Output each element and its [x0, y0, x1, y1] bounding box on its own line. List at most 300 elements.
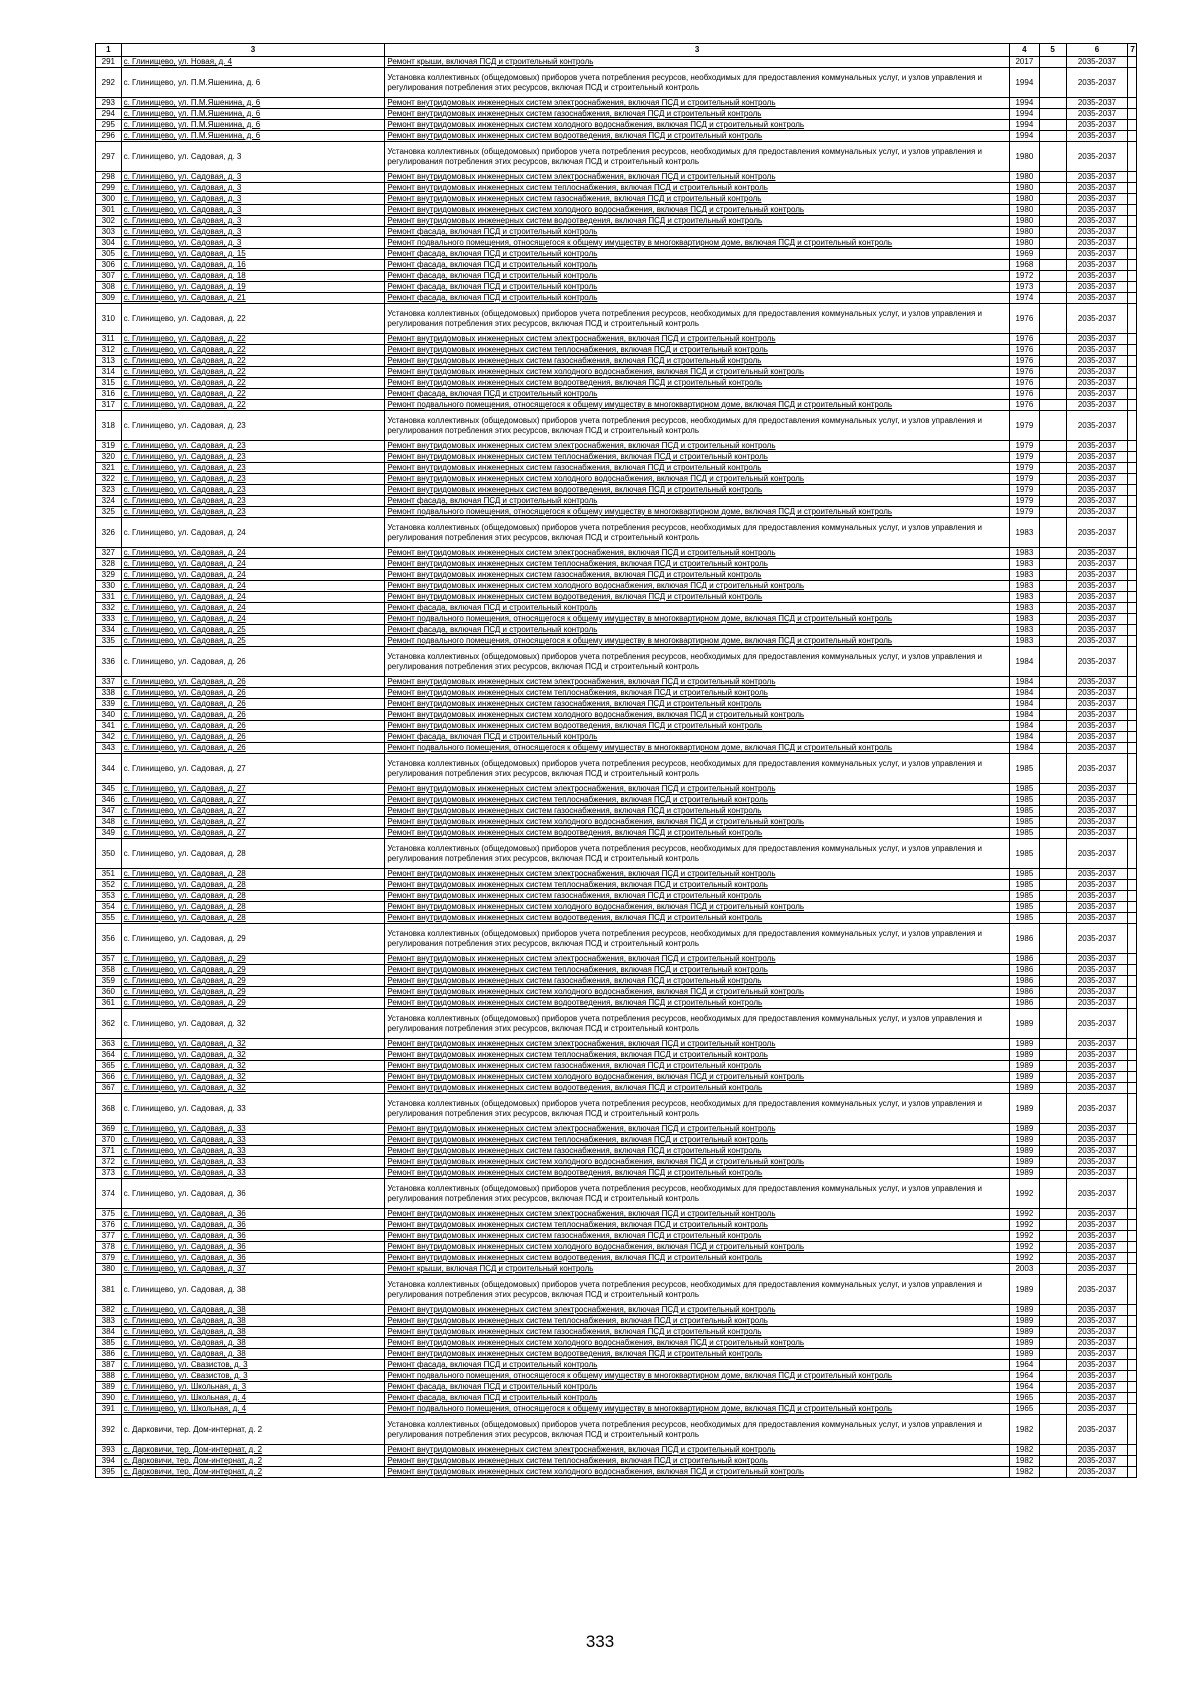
column-7-cell: [1128, 806, 1137, 817]
row-number: 350: [96, 839, 122, 869]
year-cell: 1979: [1009, 441, 1039, 452]
work-description-cell: Ремонт внутридомовых инженерных систем холодного водоснабжения, включая ПСД и строительный контроль: [385, 474, 1010, 485]
year-cell: 1989: [1009, 1094, 1039, 1124]
row-number: 338: [96, 688, 122, 699]
table-row: [96, 987, 1137, 998]
period-cell: 2035-2037: [1066, 345, 1128, 356]
capital-repair-table: [95, 43, 1137, 1478]
work-description-cell: Ремонт внутридомовых инженерных систем холодного водоснабжения, включая ПСД и строительный контроль: [385, 1157, 1010, 1168]
column-7-cell: [1128, 1061, 1137, 1072]
address-cell: с. Глинищево, ул. Садовая, д. 3: [121, 205, 385, 216]
work-description-cell: Ремонт внутридомовых инженерных систем газоснабжения, включая ПСД и строительный контроль: [385, 1231, 1010, 1242]
address-cell: с. Глинищево, ул. П.М.Яшенина, д. 6: [121, 98, 385, 109]
column-5-cell: [1039, 441, 1066, 452]
column-7-cell: [1128, 1050, 1137, 1061]
address-cell: с. Глинищево, ул. Садовая, д. 38: [121, 1327, 385, 1338]
period-cell: 2035-2037: [1066, 238, 1128, 249]
year-cell: 1980: [1009, 205, 1039, 216]
table-row: [96, 902, 1137, 913]
address-cell: с. Глинищево, ул. Садовая, д. 33: [121, 1124, 385, 1135]
table-row: [96, 603, 1137, 614]
column-7-cell: [1128, 581, 1137, 592]
column-number-header: [96, 44, 1137, 57]
year-cell: 1994: [1009, 120, 1039, 131]
row-number: 382: [96, 1305, 122, 1316]
column-7-cell: [1128, 249, 1137, 260]
table-row: [96, 1415, 1137, 1445]
row-number: 323: [96, 485, 122, 496]
column-7-cell: [1128, 238, 1137, 249]
table-row: [96, 98, 1137, 109]
address-cell: с. Глинищево, ул. Садовая, д. 26: [121, 677, 385, 688]
period-cell: 2035-2037: [1066, 998, 1128, 1009]
table-row: [96, 891, 1137, 902]
year-cell: 1964: [1009, 1382, 1039, 1393]
work-description-cell: Ремонт фасада, включая ПСД и строительный контроль: [385, 603, 1010, 614]
row-number: 325: [96, 507, 122, 518]
row-number: 300: [96, 194, 122, 205]
column-7-cell: [1128, 1168, 1137, 1179]
work-description-cell: Ремонт подвального помещения, относящегося к общему имуществу в многоквартирном доме, включая ПСД и строительный контроль: [385, 636, 1010, 647]
column-5-cell: [1039, 965, 1066, 976]
column-7-cell: [1128, 260, 1137, 271]
work-description-cell: Установка коллективных (общедомовых) приборов учета потребления ресурсов, необходимых для предоставления коммунальных услуг, и узлов управления и регулирования потребления этих ресурсов, включая ПСД и строительный контроль: [385, 1415, 1010, 1445]
column-5-cell: [1039, 559, 1066, 570]
column-7-cell: [1128, 1124, 1137, 1135]
row-number: 355: [96, 913, 122, 924]
year-cell: 1965: [1009, 1404, 1039, 1415]
address-cell: с. Дарковичи, тер. Дом-интернат, д. 2: [121, 1456, 385, 1467]
table-row: [96, 636, 1137, 647]
table-row: [96, 625, 1137, 636]
table-row: [96, 1146, 1137, 1157]
table-row: [96, 411, 1137, 441]
table-row: [96, 1083, 1137, 1094]
table-row: [96, 1061, 1137, 1072]
period-cell: 2035-2037: [1066, 271, 1128, 282]
column-7-cell: [1128, 688, 1137, 699]
column-5-cell: [1039, 238, 1066, 249]
row-number: 294: [96, 109, 122, 120]
address-cell: с. Глинищево, ул. П.М.Яшенина, д. 6: [121, 68, 385, 98]
address-cell: с. Глинищево, ул. Свазистов, д. 3: [121, 1360, 385, 1371]
column-5-cell: [1039, 345, 1066, 356]
column-5-cell: [1039, 795, 1066, 806]
address-cell: с. Глинищево, ул. Садовая, д. 29: [121, 987, 385, 998]
work-description-cell: Ремонт внутридомовых инженерных систем электроснабжения, включая ПСД и строительный контроль: [385, 1305, 1010, 1316]
column-header: 6: [1066, 44, 1128, 57]
work-description-cell: Ремонт внутридомовых инженерных систем газоснабжения, включая ПСД и строительный контроль: [385, 1327, 1010, 1338]
column-7-cell: [1128, 891, 1137, 902]
address-cell: с. Глинищево, ул. Садовая, д. 23: [121, 463, 385, 474]
column-header: 4: [1009, 44, 1039, 57]
table-row: [96, 965, 1137, 976]
work-description-cell: Ремонт внутридомовых инженерных систем теплоснабжения, включая ПСД и строительный контроль: [385, 880, 1010, 891]
column-5-cell: [1039, 913, 1066, 924]
column-7-cell: [1128, 378, 1137, 389]
period-cell: 2035-2037: [1066, 496, 1128, 507]
column-7-cell: [1128, 677, 1137, 688]
column-7-cell: [1128, 1231, 1137, 1242]
period-cell: 2035-2037: [1066, 57, 1128, 68]
period-cell: 2035-2037: [1066, 109, 1128, 120]
period-cell: 2035-2037: [1066, 1360, 1128, 1371]
work-description-cell: Ремонт подвального помещения, относящегося к общему имуществу в многоквартирном доме, включая ПСД и строительный контроль: [385, 743, 1010, 754]
address-cell: с. Глинищево, ул. Садовая, д. 36: [121, 1220, 385, 1231]
work-description-cell: Ремонт внутридомовых инженерных систем водоотведения, включая ПСД и строительный контроль: [385, 485, 1010, 496]
address-cell: с. Глинищево, ул. Школьная, д. 4: [121, 1404, 385, 1415]
column-5-cell: [1039, 120, 1066, 131]
table-row: [96, 334, 1137, 345]
address-cell: с. Глинищево, ул. Садовая, д. 38: [121, 1316, 385, 1327]
period-cell: 2035-2037: [1066, 1456, 1128, 1467]
year-cell: 1989: [1009, 1124, 1039, 1135]
work-description-cell: Ремонт внутридомовых инженерных систем холодного водоснабжения, включая ПСД и строительный контроль: [385, 902, 1010, 913]
year-cell: 1983: [1009, 614, 1039, 625]
year-cell: 1985: [1009, 913, 1039, 924]
address-cell: с. Глинищево, ул. Садовая, д. 27: [121, 828, 385, 839]
address-cell: с. Глинищево, ул. Садовая, д. 24: [121, 592, 385, 603]
work-description-cell: Установка коллективных (общедомовых) приборов учета потребления ресурсов, необходимых для предоставления коммунальных услуг, и узлов управления и регулирования потребления этих ресурсов, включая ПСД и строительный контроль: [385, 647, 1010, 677]
work-description-cell: Ремонт внутридомовых инженерных систем холодного водоснабжения, включая ПСД и строительный контроль: [385, 817, 1010, 828]
period-cell: 2035-2037: [1066, 1209, 1128, 1220]
row-number: 356: [96, 924, 122, 954]
column-7-cell: [1128, 1083, 1137, 1094]
column-7-cell: [1128, 1072, 1137, 1083]
column-7-cell: [1128, 282, 1137, 293]
row-number: 378: [96, 1242, 122, 1253]
address-cell: с. Глинищево, ул. Садовая, д. 28: [121, 913, 385, 924]
table-row: [96, 710, 1137, 721]
column-5-cell: [1039, 1135, 1066, 1146]
row-number: 336: [96, 647, 122, 677]
table-row: [96, 400, 1137, 411]
column-5-cell: [1039, 677, 1066, 688]
work-description-cell: Ремонт фасада, включая ПСД и строительный контроль: [385, 293, 1010, 304]
table-row: [96, 688, 1137, 699]
row-number: 384: [96, 1327, 122, 1338]
work-description-cell: Ремонт внутридомовых инженерных систем теплоснабжения, включая ПСД и строительный контроль: [385, 688, 1010, 699]
work-description-cell: Ремонт подвального помещения, относящегося к общему имуществу в многоквартирном доме, включая ПСД и строительный контроль: [385, 614, 1010, 625]
table-row: [96, 924, 1137, 954]
period-cell: 2035-2037: [1066, 400, 1128, 411]
address-cell: с. Глинищево, ул. Садовая, д. 3: [121, 194, 385, 205]
period-cell: 2035-2037: [1066, 1349, 1128, 1360]
column-7-cell: [1128, 452, 1137, 463]
row-number: 317: [96, 400, 122, 411]
period-cell: 2035-2037: [1066, 1327, 1128, 1338]
year-cell: 1974: [1009, 293, 1039, 304]
column-5-cell: [1039, 57, 1066, 68]
work-description-cell: Ремонт крыши, включая ПСД и строительный контроль: [385, 57, 1010, 68]
column-7-cell: [1128, 194, 1137, 205]
table-row: [96, 474, 1137, 485]
period-cell: 2035-2037: [1066, 839, 1128, 869]
column-5-cell: [1039, 710, 1066, 721]
table-row: [96, 1445, 1137, 1456]
period-cell: 2035-2037: [1066, 869, 1128, 880]
column-7-cell: [1128, 1371, 1137, 1382]
table-row: [96, 1305, 1137, 1316]
address-cell: с. Глинищево, ул. Садовая, д. 24: [121, 581, 385, 592]
column-7-cell: [1128, 1209, 1137, 1220]
address-cell: с. Глинищево, ул. Школьная, д. 4: [121, 1393, 385, 1404]
column-5-cell: [1039, 507, 1066, 518]
row-number: 348: [96, 817, 122, 828]
column-5-cell: [1039, 452, 1066, 463]
address-cell: с. Глинищево, ул. Садовая, д. 27: [121, 784, 385, 795]
column-5-cell: [1039, 625, 1066, 636]
table-row: [96, 1179, 1137, 1209]
table-row: [96, 1360, 1137, 1371]
column-5-cell: [1039, 1094, 1066, 1124]
column-5-cell: [1039, 260, 1066, 271]
year-cell: 1979: [1009, 496, 1039, 507]
work-description-cell: Ремонт внутридомовых инженерных систем холодного водоснабжения, включая ПСД и строительный контроль: [385, 581, 1010, 592]
column-7-cell: [1128, 998, 1137, 1009]
column-7-cell: [1128, 1327, 1137, 1338]
table-row: [96, 581, 1137, 592]
period-cell: 2035-2037: [1066, 227, 1128, 238]
work-description-cell: Ремонт внутридомовых инженерных систем водоотведения, включая ПСД и строительный контроль: [385, 131, 1010, 142]
year-cell: 1973: [1009, 282, 1039, 293]
column-5-cell: [1039, 304, 1066, 334]
row-number: 326: [96, 518, 122, 548]
year-cell: 1976: [1009, 400, 1039, 411]
address-cell: с. Глинищево, ул. Садовая, д. 27: [121, 795, 385, 806]
column-7-cell: [1128, 216, 1137, 227]
year-cell: 1964: [1009, 1360, 1039, 1371]
row-number: 379: [96, 1253, 122, 1264]
year-cell: 1969: [1009, 249, 1039, 260]
work-description-cell: Ремонт подвального помещения, относящегося к общему имуществу в многоквартирном доме, включая ПСД и строительный контроль: [385, 1371, 1010, 1382]
table-row: [96, 1316, 1137, 1327]
year-cell: 1989: [1009, 1009, 1039, 1039]
column-7-cell: [1128, 334, 1137, 345]
period-cell: 2035-2037: [1066, 98, 1128, 109]
column-7-cell: [1128, 1404, 1137, 1415]
address-cell: с. Глинищево, ул. Садовая, д. 24: [121, 518, 385, 548]
year-cell: 1986: [1009, 924, 1039, 954]
column-5-cell: [1039, 603, 1066, 614]
column-5-cell: [1039, 194, 1066, 205]
address-cell: с. Глинищево, ул. Садовая, д. 32: [121, 1050, 385, 1061]
address-cell: с. Глинищево, ул. Садовая, д. 26: [121, 721, 385, 732]
year-cell: 1984: [1009, 743, 1039, 754]
column-5-cell: [1039, 1445, 1066, 1456]
address-cell: с. Глинищево, ул. Садовая, д. 19: [121, 282, 385, 293]
table-row: [96, 1456, 1137, 1467]
table-row: [96, 1050, 1137, 1061]
work-description-cell: Установка коллективных (общедомовых) приборов учета потребления ресурсов, необходимых для предоставления коммунальных услуг, и узлов управления и регулирования потребления этих ресурсов, включая ПСД и строительный контроль: [385, 518, 1010, 548]
period-cell: 2035-2037: [1066, 1231, 1128, 1242]
work-description-cell: Ремонт внутридомовых инженерных систем газоснабжения, включая ПСД и строительный контроль: [385, 356, 1010, 367]
year-cell: 1989: [1009, 1135, 1039, 1146]
column-7-cell: [1128, 304, 1137, 334]
table-row: [96, 1168, 1137, 1179]
period-cell: 2035-2037: [1066, 1039, 1128, 1050]
period-cell: 2035-2037: [1066, 710, 1128, 721]
column-7-cell: [1128, 1393, 1137, 1404]
table-row: [96, 954, 1137, 965]
period-cell: 2035-2037: [1066, 954, 1128, 965]
row-number: 339: [96, 699, 122, 710]
row-number: 337: [96, 677, 122, 688]
address-cell: с. Глинищево, ул. Садовая, д. 29: [121, 924, 385, 954]
row-number: 394: [96, 1456, 122, 1467]
column-5-cell: [1039, 987, 1066, 998]
column-7-cell: [1128, 965, 1137, 976]
period-cell: 2035-2037: [1066, 205, 1128, 216]
table-row: [96, 869, 1137, 880]
work-description-cell: Ремонт подвального помещения, относящегося к общему имуществу в многоквартирном доме, включая ПСД и строительный контроль: [385, 507, 1010, 518]
column-5-cell: [1039, 271, 1066, 282]
row-number: 347: [96, 806, 122, 817]
work-description-cell: Ремонт внутридомовых инженерных систем теплоснабжения, включая ПСД и строительный контроль: [385, 345, 1010, 356]
row-number: 328: [96, 559, 122, 570]
work-description-cell: Ремонт внутридомовых инженерных систем электроснабжения, включая ПСД и строительный контроль: [385, 1039, 1010, 1050]
address-cell: с. Глинищево, ул. Садовая, д. 22: [121, 400, 385, 411]
work-description-cell: Ремонт внутридомовых инженерных систем газоснабжения, включая ПСД и строительный контроль: [385, 463, 1010, 474]
year-cell: 2017: [1009, 57, 1039, 68]
table-row: [96, 1275, 1137, 1305]
address-cell: с. Глинищево, ул. Школьная, д. 3: [121, 1382, 385, 1393]
row-number: 330: [96, 581, 122, 592]
address-cell: с. Глинищево, ул. Садовая, д. 36: [121, 1231, 385, 1242]
column-7-cell: [1128, 869, 1137, 880]
period-cell: 2035-2037: [1066, 356, 1128, 367]
address-cell: с. Глинищево, ул. Садовая, д. 23: [121, 496, 385, 507]
address-cell: с. Глинищево, ул. Садовая, д. 22: [121, 334, 385, 345]
work-description-cell: Ремонт внутридомовых инженерных систем холодного водоснабжения, включая ПСД и строительный контроль: [385, 1242, 1010, 1253]
address-cell: с. Дарковичи, тер. Дом-интернат, д. 2: [121, 1467, 385, 1478]
period-cell: 2035-2037: [1066, 216, 1128, 227]
row-number: 327: [96, 548, 122, 559]
column-5-cell: [1039, 828, 1066, 839]
row-number: 354: [96, 902, 122, 913]
period-cell: 2035-2037: [1066, 976, 1128, 987]
row-number: 372: [96, 1157, 122, 1168]
column-7-cell: [1128, 1264, 1137, 1275]
address-cell: с. Глинищево, ул. Садовая, д. 26: [121, 647, 385, 677]
column-7-cell: [1128, 913, 1137, 924]
row-number: 377: [96, 1231, 122, 1242]
row-number: 363: [96, 1039, 122, 1050]
table-row: [96, 216, 1137, 227]
address-cell: с. Глинищево, ул. Садовая, д. 23: [121, 411, 385, 441]
row-number: 340: [96, 710, 122, 721]
table-row: [96, 732, 1137, 743]
table-row: [96, 828, 1137, 839]
address-cell: с. Глинищево, ул. Садовая, д. 26: [121, 732, 385, 743]
period-cell: 2035-2037: [1066, 743, 1128, 754]
table-row: [96, 183, 1137, 194]
address-cell: с. Глинищево, ул. Садовая, д. 3: [121, 216, 385, 227]
column-5-cell: [1039, 216, 1066, 227]
column-5-cell: [1039, 334, 1066, 345]
address-cell: с. Глинищево, ул. Садовая, д. 32: [121, 1072, 385, 1083]
column-7-cell: [1128, 271, 1137, 282]
column-header: 5: [1039, 44, 1066, 57]
period-cell: 2035-2037: [1066, 1467, 1128, 1478]
column-5-cell: [1039, 891, 1066, 902]
row-number: 298: [96, 172, 122, 183]
period-cell: 2035-2037: [1066, 880, 1128, 891]
column-5-cell: [1039, 1404, 1066, 1415]
address-cell: с. Глинищево, ул. Садовая, д. 3: [121, 183, 385, 194]
row-number: 373: [96, 1168, 122, 1179]
row-number: 295: [96, 120, 122, 131]
table-row: [96, 614, 1137, 625]
year-cell: 1989: [1009, 1327, 1039, 1338]
year-cell: 1985: [1009, 880, 1039, 891]
column-7-cell: [1128, 463, 1137, 474]
table-row: [96, 913, 1137, 924]
table-row: [96, 227, 1137, 238]
row-number: 391: [96, 1404, 122, 1415]
period-cell: 2035-2037: [1066, 795, 1128, 806]
column-5-cell: [1039, 142, 1066, 172]
work-description-cell: Установка коллективных (общедомовых) приборов учета потребления ресурсов, необходимых для предоставления коммунальных услуг, и узлов управления и регулирования потребления этих ресурсов, включая ПСД и строительный контроль: [385, 411, 1010, 441]
period-cell: 2035-2037: [1066, 120, 1128, 131]
table-row: [96, 559, 1137, 570]
column-5-cell: [1039, 754, 1066, 784]
column-header: 3: [385, 44, 1010, 57]
work-description-cell: Ремонт внутридомовых инженерных систем холодного водоснабжения, включая ПСД и строительный контроль: [385, 987, 1010, 998]
address-cell: с. Глинищево, ул. Садовая, д. 38: [121, 1275, 385, 1305]
work-description-cell: Ремонт внутридомовых инженерных систем электроснабжения, включая ПСД и строительный контроль: [385, 1124, 1010, 1135]
work-description-cell: Ремонт внутридомовых инженерных систем холодного водоснабжения, включая ПСД и строительный контроль: [385, 710, 1010, 721]
row-number: 364: [96, 1050, 122, 1061]
table-row: [96, 1157, 1137, 1168]
column-7-cell: [1128, 98, 1137, 109]
column-5-cell: [1039, 98, 1066, 109]
work-description-cell: Ремонт внутридомовых инженерных систем теплоснабжения, включая ПСД и строительный контроль: [385, 1456, 1010, 1467]
year-cell: 1979: [1009, 507, 1039, 518]
year-cell: 1985: [1009, 784, 1039, 795]
address-cell: с. Дарковичи, тер. Дом-интернат, д. 2: [121, 1415, 385, 1445]
year-cell: 1983: [1009, 518, 1039, 548]
row-number: 312: [96, 345, 122, 356]
column-5-cell: [1039, 1050, 1066, 1061]
column-7-cell: [1128, 880, 1137, 891]
year-cell: 1989: [1009, 1316, 1039, 1327]
row-number: 310: [96, 304, 122, 334]
column-7-cell: [1128, 1467, 1137, 1478]
column-7-cell: [1128, 732, 1137, 743]
address-cell: с. Глинищево, ул. Садовая, д. 29: [121, 965, 385, 976]
period-cell: 2035-2037: [1066, 1009, 1128, 1039]
table-row: [96, 131, 1137, 142]
column-5-cell: [1039, 1316, 1066, 1327]
year-cell: 1994: [1009, 98, 1039, 109]
table-row: [96, 592, 1137, 603]
year-cell: 1982: [1009, 1456, 1039, 1467]
work-description-cell: Ремонт фасада, включая ПСД и строительный контроль: [385, 260, 1010, 271]
address-cell: с. Дарковичи, тер. Дом-интернат, д. 2: [121, 1445, 385, 1456]
row-number: 299: [96, 183, 122, 194]
period-cell: 2035-2037: [1066, 1146, 1128, 1157]
year-cell: 1983: [1009, 592, 1039, 603]
table-row: [96, 345, 1137, 356]
table-row: [96, 1253, 1137, 1264]
table-row: [96, 194, 1137, 205]
address-cell: с. Глинищево, ул. Садовая, д. 22: [121, 345, 385, 356]
work-description-cell: Ремонт внутридомовых инженерных систем водоотведения, включая ПСД и строительный контроль: [385, 913, 1010, 924]
column-7-cell: [1128, 754, 1137, 784]
address-cell: с. Глинищево, ул. Садовая, д. 32: [121, 1039, 385, 1050]
column-7-cell: [1128, 496, 1137, 507]
